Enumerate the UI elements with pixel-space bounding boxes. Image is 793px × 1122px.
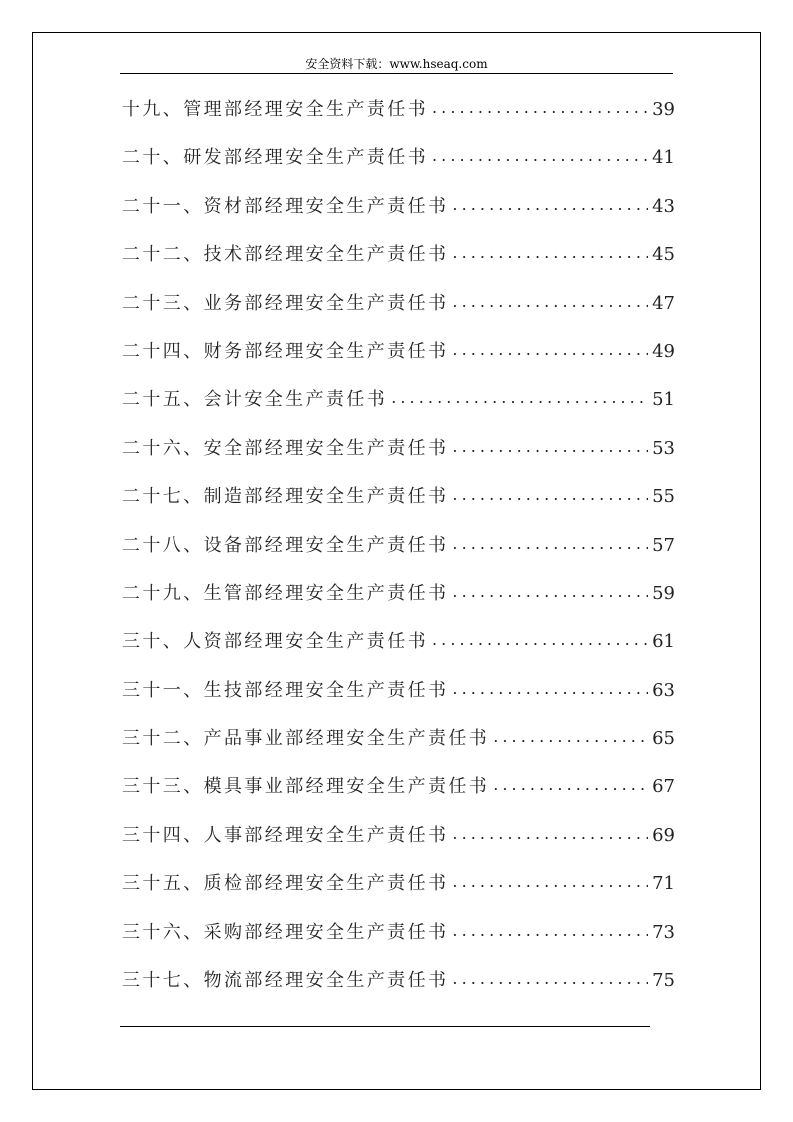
toc-entry-page: 57 bbox=[652, 534, 675, 556]
toc-entry[interactable] bbox=[122, 92, 675, 140]
toc-entry-title: 二十四、财务部经理安全生产责任书 bbox=[122, 340, 449, 362]
toc-entry-title: 二十、研发部经理安全生产责任书 bbox=[122, 147, 428, 169]
toc-entry-title: 十九、管理部经理安全生产责任书 bbox=[122, 99, 428, 120]
toc-entry-title: 三十、人资部经理安全生产责任书 bbox=[122, 631, 428, 653]
toc-entry-page: 61 bbox=[652, 631, 675, 653]
footer-rule bbox=[120, 1026, 650, 1027]
toc-dot-leader bbox=[452, 574, 648, 609]
toc-entry[interactable] bbox=[122, 818, 675, 866]
toc-entry-page: 65 bbox=[652, 728, 675, 750]
toc-entry-page: 59 bbox=[652, 582, 675, 604]
toc-entry-title: 二十一、资材部经理安全生产责任书 bbox=[122, 195, 449, 217]
header-rule bbox=[120, 73, 673, 74]
toc-dot-leader bbox=[452, 332, 648, 367]
toc-entry[interactable] bbox=[122, 431, 675, 479]
toc-entry-title: 三十四、人事部经理安全生产责任书 bbox=[122, 824, 449, 846]
toc-entry-title: 二十五、会计安全生产责任书 bbox=[122, 389, 388, 411]
toc-entry-page: 55 bbox=[652, 486, 675, 508]
toc-entry[interactable] bbox=[122, 189, 675, 237]
toc-entry-title: 三十二、产品事业部经理安全生产责任书 bbox=[122, 728, 490, 750]
toc-entry[interactable] bbox=[122, 528, 675, 576]
toc-dot-leader bbox=[452, 913, 648, 948]
toc-entry-title: 二十六、安全部经理安全生产责任书 bbox=[122, 437, 449, 459]
toc-entry-title: 三十一、生技部经理安全生产责任书 bbox=[122, 679, 449, 701]
toc-entry[interactable] bbox=[122, 721, 675, 769]
toc-entry[interactable] bbox=[122, 382, 675, 430]
toc-entry-page: 71 bbox=[652, 873, 675, 895]
toc-entry-page: 75 bbox=[652, 970, 675, 992]
toc-entry[interactable] bbox=[122, 963, 675, 1011]
toc-dot-leader bbox=[452, 187, 648, 222]
toc-entry-page: 49 bbox=[652, 340, 675, 362]
toc-dot-leader bbox=[493, 719, 648, 754]
toc-entry-page: 63 bbox=[652, 679, 675, 701]
toc-entry-page: 45 bbox=[652, 244, 675, 266]
toc-entry-page: 41 bbox=[652, 147, 675, 169]
toc-entry-page: 73 bbox=[652, 921, 675, 943]
page-header: 安全资料下载：www.hseaq.com bbox=[305, 57, 488, 71]
toc-dot-leader bbox=[432, 90, 648, 125]
toc-dot-leader bbox=[452, 526, 648, 561]
toc-dot-leader bbox=[493, 767, 648, 802]
table-of-contents bbox=[122, 92, 675, 1011]
toc-entry-page: 47 bbox=[652, 292, 675, 314]
toc-entry-title: 三十七、物流部经理安全生产责任书 bbox=[122, 970, 449, 992]
toc-entry[interactable] bbox=[122, 479, 675, 527]
toc-entry-title: 三十五、质检部经理安全生产责任书 bbox=[122, 873, 449, 895]
toc-entry-page: 51 bbox=[652, 389, 675, 411]
toc-dot-leader bbox=[452, 671, 648, 706]
toc-entry[interactable] bbox=[122, 576, 675, 624]
toc-entry-title: 二十二、技术部经理安全生产责任书 bbox=[122, 244, 449, 266]
toc-entry-page: 39 bbox=[652, 99, 675, 120]
toc-entry-title: 三十三、模具事业部经理安全生产责任书 bbox=[122, 776, 490, 798]
toc-entry[interactable] bbox=[122, 915, 675, 963]
toc-entry-title: 二十九、生管部经理安全生产责任书 bbox=[122, 582, 449, 604]
toc-entry[interactable] bbox=[122, 334, 675, 382]
toc-entry[interactable] bbox=[122, 673, 675, 721]
toc-dot-leader bbox=[452, 429, 648, 464]
toc-entry-title: 二十七、制造部经理安全生产责任书 bbox=[122, 486, 449, 508]
toc-dot-leader bbox=[452, 284, 648, 319]
toc-entry-title: 二十三、业务部经理安全生产责任书 bbox=[122, 292, 449, 314]
toc-dot-leader bbox=[391, 380, 648, 415]
toc-entry-page: 67 bbox=[652, 776, 675, 798]
toc-dot-leader bbox=[452, 864, 648, 899]
toc-dot-leader bbox=[452, 961, 648, 996]
toc-entry-page: 43 bbox=[652, 195, 675, 217]
toc-entry[interactable] bbox=[122, 140, 675, 188]
toc-entry-title: 二十八、设备部经理安全生产责任书 bbox=[122, 534, 449, 556]
toc-dot-leader bbox=[432, 622, 648, 657]
toc-dot-leader bbox=[452, 235, 648, 270]
toc-entry[interactable] bbox=[122, 237, 675, 285]
toc-entry[interactable] bbox=[122, 624, 675, 672]
toc-entry-title: 三十六、采购部经理安全生产责任书 bbox=[122, 921, 449, 943]
toc-entry[interactable] bbox=[122, 769, 675, 817]
toc-dot-leader bbox=[452, 477, 648, 512]
toc-entry-page: 53 bbox=[652, 437, 675, 459]
toc-entry-page: 69 bbox=[652, 824, 675, 846]
toc-dot-leader bbox=[452, 816, 648, 851]
toc-dot-leader bbox=[432, 138, 648, 173]
toc-entry[interactable] bbox=[122, 866, 675, 914]
toc-entry[interactable] bbox=[122, 286, 675, 334]
